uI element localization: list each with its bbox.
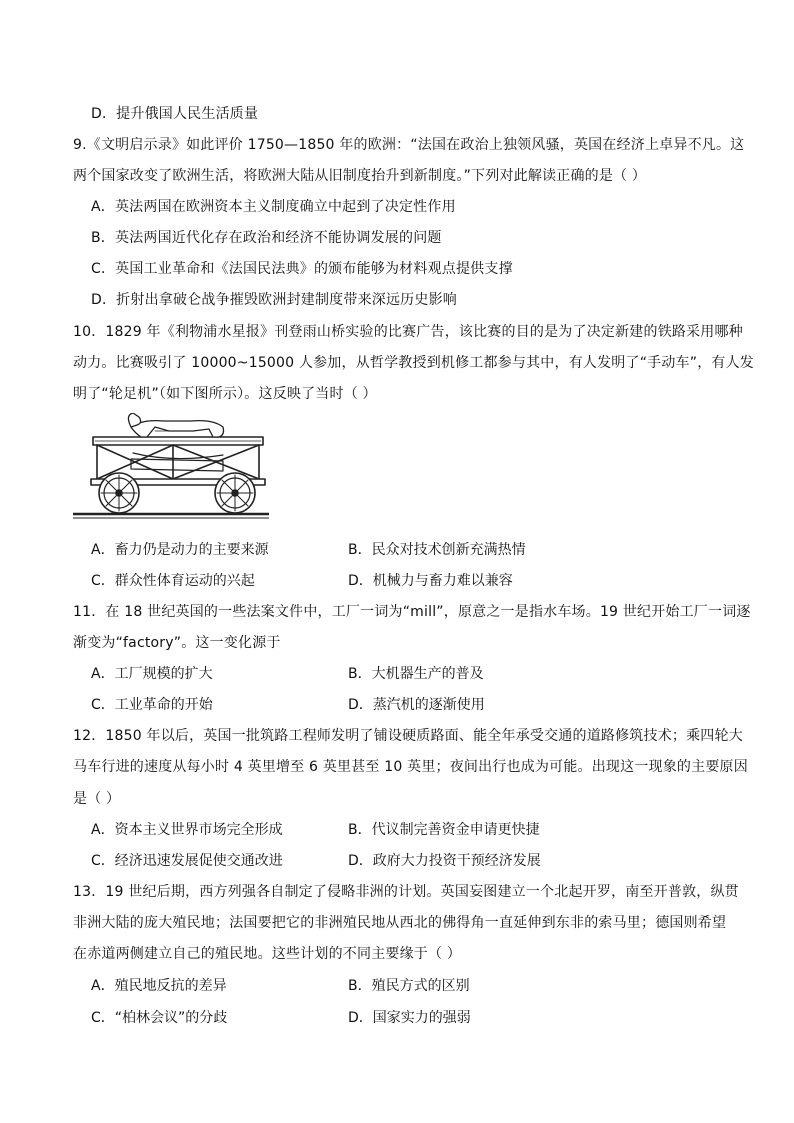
q13-option-b: B．殖民方式的区别 (348, 978, 470, 994)
q10-option-b: B．民众对技术创新充满热情 (348, 542, 526, 558)
q11-option-d: D．蒸汽机的逐渐使用 (348, 697, 485, 713)
q13-option-c: C．“柏林会议”的分歧 (91, 1010, 228, 1026)
q12-option-b: B．代议制完善资金申请更快捷 (348, 822, 540, 838)
q11-option-a: A．工厂规模的扩大 (91, 666, 213, 682)
q11-stem-line-1: 11．在 18 世纪英国的一些法案文件中，工厂一词为“mill”，原意之一是指水车场。19 世纪开始工厂一词逐 (73, 604, 751, 620)
q10-stem-line-3: 明了“轮足机”（如下图所示）。这反映了当时（ ） (73, 386, 377, 402)
q10-stem-line-1: 10．1829 年《利物浦水星报》刊登雨山桥实验的比赛广告，该比赛的目的是为了决定新建的铁路采用哪种 (73, 324, 743, 340)
q8-option-d: D．提升俄国人民生活质量 (91, 106, 259, 122)
q9-stem-line-2: 两个国家改变了欧洲生活，将欧洲大陆从旧制度抬升到新制度。”下列对此解读正确的是（ ） (73, 168, 647, 184)
treadmill-horse-wagon-figure (73, 413, 269, 525)
q9-option-d: D．折射出拿破仑战争摧毁欧洲封建制度带来深远历史影响 (91, 292, 457, 308)
q9-stem-line-1: 9.《文明启示录》如此评价 1750—1850 年的欧洲：“法国在政治上独领风骚，英国在经济上卓异不凡。这 (73, 137, 745, 153)
q13-option-a: A．殖民地反抗的差异 (91, 978, 227, 994)
q12-stem-line-2: 马车行进的速度从每小时 4 英里增至 6 英里甚至 10 英里；夜间出行也成为可能。出现这一现象的主要原因 (73, 759, 748, 775)
q12-option-c: C．经济迅速发展促使交通改进 (91, 853, 283, 869)
q13-option-d: D．国家实力的强弱 (348, 1010, 471, 1026)
q10-option-d: D．机械力与畜力难以兼容 (348, 573, 513, 589)
q9-option-c: C．英国工业革命和《法国民法典》的颁布能够为材料观点提供支撑 (91, 261, 513, 277)
q12-stem-line-3: 是（ ） (73, 791, 121, 807)
q13-stem-line-3: 在赤道两侧建立自己的殖民地。这些计划的不同主要缘于（ ） (73, 946, 462, 962)
q9-option-b: B．英法两国近代化存在政治和经济不能协调发展的问题 (91, 230, 442, 246)
q13-stem-line-2: 非洲大陆的庞大殖民地；法国要把它的非洲殖民地从西北的佛得角一直延伸到东非的索马里；德国则希望 (73, 915, 727, 931)
q13-stem-line-1: 13．19 世纪后期，西方列强各自制定了侵略非洲的计划。英国妄图建立一个北起开罗，南至开普敦，纵贯 (73, 884, 739, 900)
q12-option-d: D．政府大力投资干预经济发展 (348, 853, 541, 869)
q11-stem-line-2: 渐变为“factory”。这一变化源于 (73, 635, 281, 651)
q11-option-b: B．大机器生产的普及 (348, 666, 484, 682)
q12-stem-line-1: 12．1850 年以后，英国一批筑路工程师发明了铺设硬质路面、能全年承受交通的道路修筑技术；乘四轮大 (73, 728, 743, 744)
q10-option-a: A．畜力仍是动力的主要来源 (91, 542, 269, 558)
q11-option-c: C．工业革命的开始 (91, 697, 213, 713)
q9-option-a: A．英法两国在欧洲资本主义制度确立中起到了决定性作用 (91, 199, 456, 215)
q12-option-a: A．资本主义世界市场完全形成 (91, 822, 283, 838)
q10-option-c: C．群众性体育运动的兴起 (91, 573, 255, 589)
q10-stem-line-2: 动力。比赛吸引了 10000~15000 人参加，从哲学教授到机修工都参与其中，有人发明了“手动车”，有人发 (73, 355, 755, 371)
